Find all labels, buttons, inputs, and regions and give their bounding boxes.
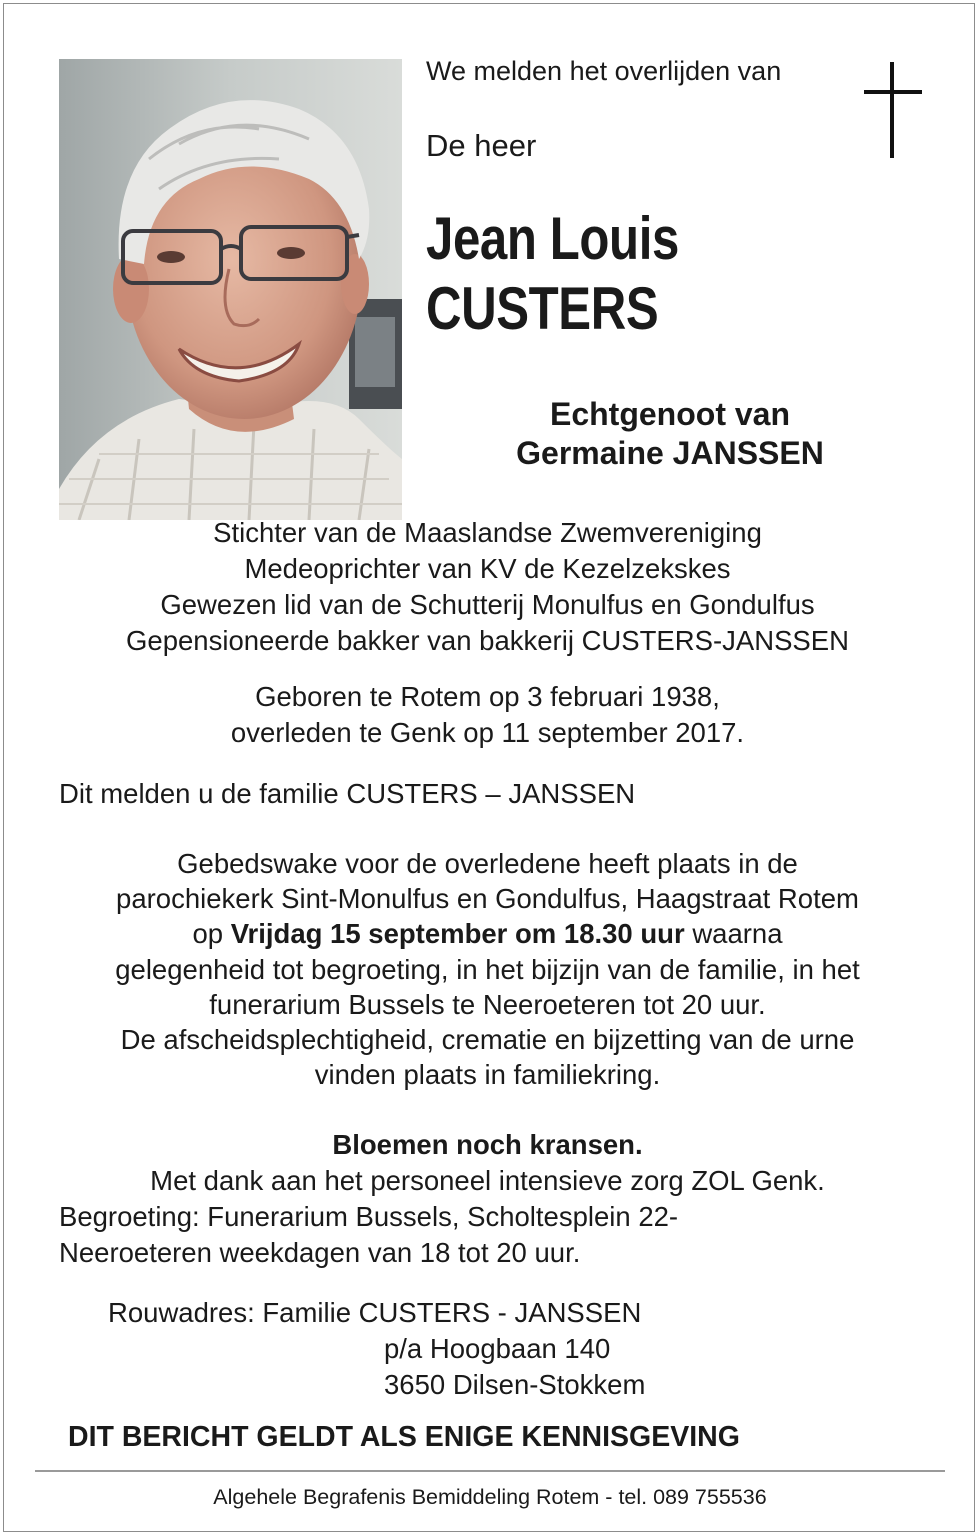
wake-line: funerarium Bussels te Neeroeteren tot 20 uur. (209, 988, 766, 1020)
birth-line: Geboren te Rotem op 3 februari 1938, (255, 681, 720, 712)
life-dates (40, 679, 935, 751)
wake-line: parochiekerk Sint-Monulfus en Gondulfus, Haagstraat Rotem (116, 883, 859, 915)
address-line: Rouwadres: Familie CUSTERS - JANSSEN (108, 1297, 642, 1328)
wake-line: De afscheidsplechtigheid, crematie en bijzetting van de urne (120, 1024, 855, 1056)
notice-text: DIT BERICHT GELDT ALS ENIGE KENNISGEVING (68, 1421, 740, 1453)
death-line: overleden te Genk op 11 september 2017. (230, 717, 745, 748)
flowers-section (40, 1127, 935, 1199)
intro-text: We melden het overlijden van (426, 56, 782, 86)
flowers-note: Bloemen noch kransen. (332, 1129, 643, 1160)
wake-datetime: Vrijdag 15 september om 18.30 uur (230, 918, 685, 950)
spouse-info (430, 395, 910, 473)
spouse-line-1: Echtgenoot van (549, 396, 790, 432)
mourning-address (108, 1295, 645, 1403)
role-item: Stichter van de Maaslandse Zwemvereniging (213, 517, 762, 548)
wake-line: Gebedswake voor de overledene heeft plaats in de (177, 848, 798, 879)
greeting-line: Neeroeteren weekdagen van 18 tot 20 uur. (59, 1237, 581, 1268)
address-line: p/a Hoogbaan 140 (384, 1333, 611, 1364)
footer-text: Algehele Begrafenis Bemiddeling Rotem - tel. 089 755536 (213, 1485, 767, 1509)
greeting-line: Begroeting: Funerarium Bussels, Scholtesplein 22- (59, 1201, 679, 1232)
role-item: Gepensioneerde bakker van bakkerij CUSTERS-JANSSEN (126, 625, 849, 656)
wake-pre: op (192, 918, 224, 950)
role-item: Medeoprichter van KV de Kezelzekskes (244, 553, 731, 584)
thanks-note: Met dank aan het personeel intensieve zorg ZOL Genk. (150, 1165, 825, 1196)
wake-line-date (40, 916, 935, 951)
cross-icon (864, 62, 922, 158)
roles-list (40, 515, 935, 659)
wake-post: waarna (692, 918, 783, 950)
spouse-line-2: Germaine JANSSEN (516, 435, 824, 471)
greeting-info (59, 1199, 678, 1271)
last-name: CUSTERS (426, 275, 659, 342)
deceased-name (426, 204, 679, 344)
wake-line: vinden plaats in familiekring. (314, 1059, 661, 1091)
first-name: Jean Louis (426, 205, 679, 272)
portrait-photo (59, 59, 402, 520)
role-item: Gewezen lid van de Schutterij Monulfus en Gondulfus (160, 589, 815, 620)
divider (35, 1470, 945, 1472)
wake-paragraph (40, 846, 935, 1092)
salutation: De heer (426, 128, 537, 163)
wake-line: gelegenheid tot begroeting, in het bijzijn van de familie, in het (115, 953, 860, 985)
family-line: Dit melden u de familie CUSTERS – JANSSEN (59, 778, 636, 809)
address-line: 3650 Dilsen-Stokkem (384, 1369, 646, 1400)
